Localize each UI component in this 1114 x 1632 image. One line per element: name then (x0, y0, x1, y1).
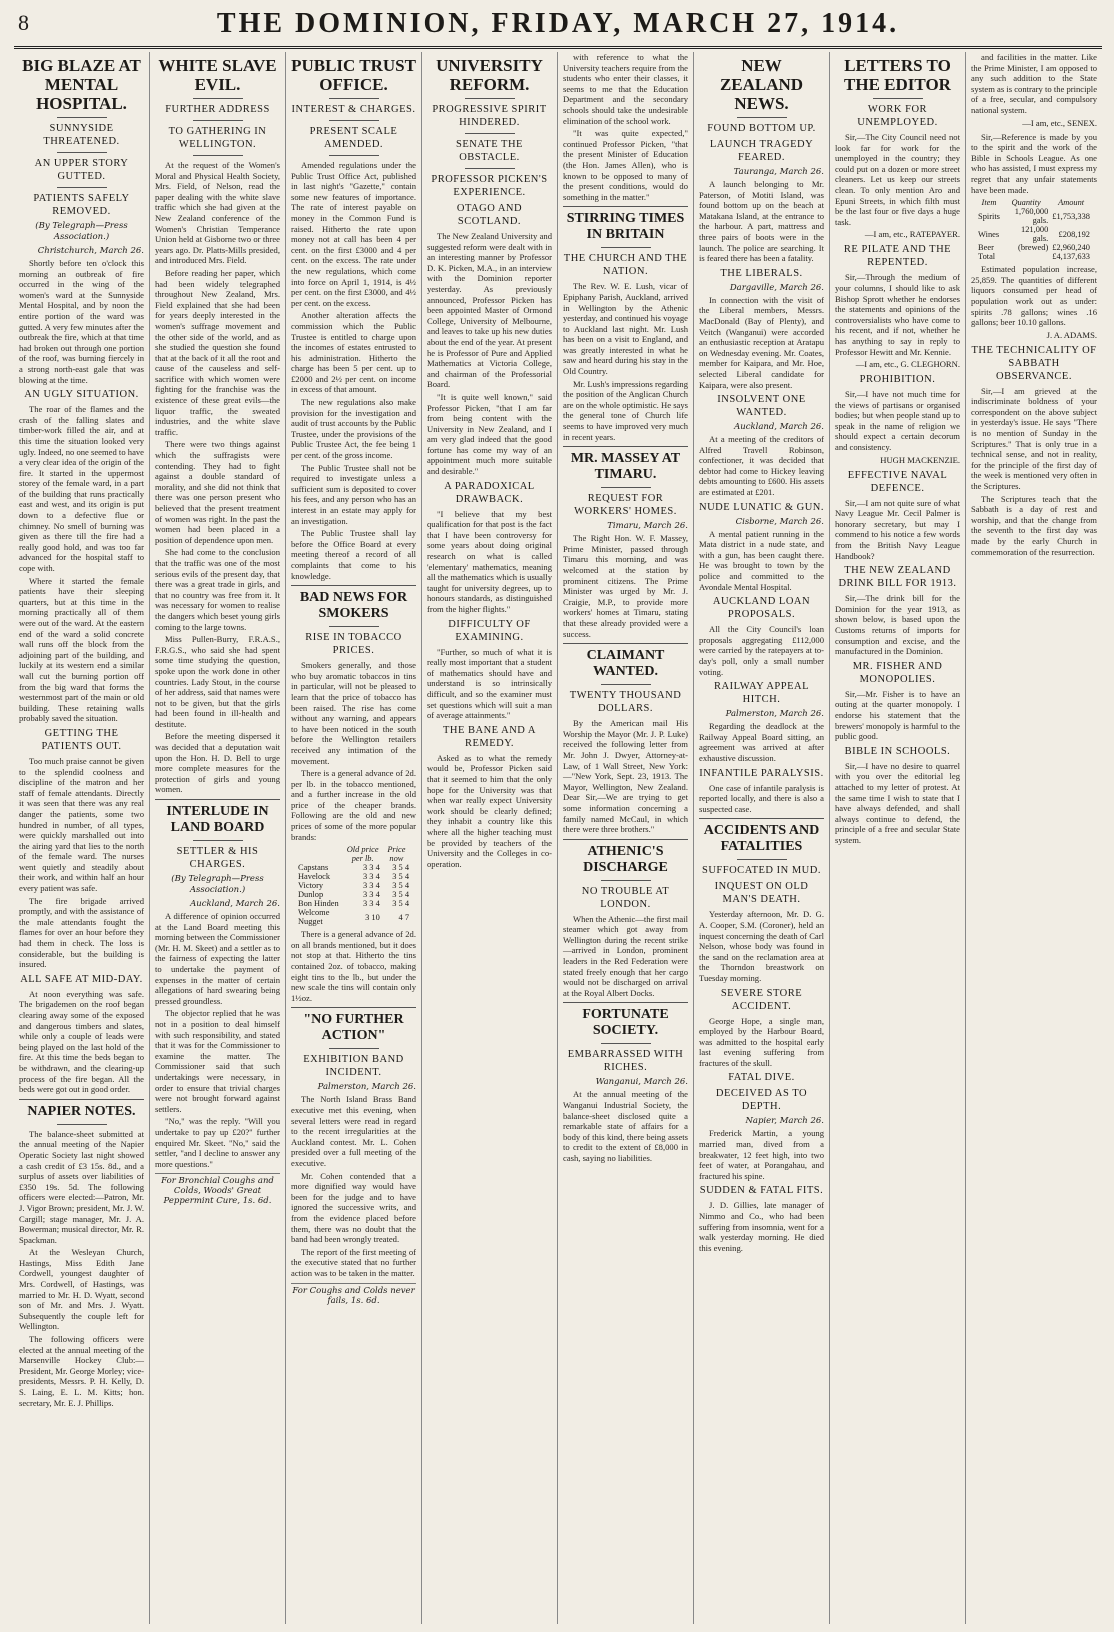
section-heading: DIFFICULTY OF EXAMINING. (448, 618, 531, 643)
subhead: AN UPPER STORY GUTTED. (34, 158, 129, 182)
article-paragraph: Before the meeting dispersed it was decided that a deputation wait upon the Hon. H. D. Bell to urge more complete measures for the protection of girls and young women. (155, 731, 280, 795)
letter-signature: J. A. ADAMS. (1046, 329, 1097, 340)
dateline: Auckland, March 26. (190, 899, 280, 910)
section-heading: INSOLVENT ONE WANTED. (717, 394, 806, 419)
headline-white-slave: WHITE SLAVE EVIL. (158, 56, 277, 94)
dateline: Napier, March 26. (745, 1116, 824, 1127)
section-heading: RAILWAY APPEAL HITCH. (714, 681, 809, 706)
table-header-row: Old price per lb. Price now (346, 845, 406, 864)
article-paragraph: The following officers were elected at the annual meeting of the Marsenville Hockey Club:—President, Mr. George Morley; vice-presidents, Messrs. P. H. Kelly, D. S. Laing, E. L. M. Kitts; hon. secretary, Mr. E. J. Phillips. (19, 1334, 144, 1408)
article-paragraph: The new regulations also make provision for the investigation and audit of trust accounts by the Public Trustee, under the provisions of the Public Trustee Act, the fee being 1 per cent. of the gross income. (291, 397, 416, 461)
article-paragraph: At the Wesleyan Church, Hastings, Miss Edith Jane Cordwell, youngest daughter of Mrs. Cordwell, of Hastings, was married to Mr. H. D. Wyatt, second son of Mr. and Mrs. J. Wyatt. Subsequently the couple left for Wellington. (19, 1247, 144, 1332)
subhead: EFFECTIVE NAVAL DEFENCE. (847, 469, 948, 494)
article-paragraph: At noon everything was safe. The brigademen on the roof began clearing away some of the exposed and dangerous timbers and slates, while only a couple of leads were being played on the last hold of the fire. At this time the beds began to be withdrawn, and the clearing-up process of the fire began. All the beds were got out in good order. (19, 988, 144, 1095)
letter-paragraph: The Scriptures teach that the Sabbath is a day of rest and worship, and that the change from the seventh to the first day was made by the early Church in commemoration of the resurrection. (971, 493, 1097, 557)
headline-land-board: INTERLUDE IN LAND BOARD (166, 804, 269, 836)
letter-signature: —I am, etc., SENEX. (1022, 117, 1097, 128)
article-paragraph: Before reading her paper, which had been widely telegraphed throughout New Zealand, Mrs. Field explained that she had been for years deeply interested in the women's suffrage movement and the other side of the world, and as she studied the question she found that at the back of it all the root and cause of the causeless and self-sacrifice with which women were fighting for the franchise was the existence of these great evils—the liquor traffic, the sweated industries, and the white slave traffic. (155, 267, 280, 437)
headline-accidents: ACCIDENTS AND FATALITIES (703, 823, 820, 855)
table-row: Total £4,137,633 (978, 252, 1090, 262)
article-paragraph: At the annual meeting of the Wanganui Industrial Society, the balance-sheet disclosed quite a remarkable state of affairs for a body of this kind, there being assets to credit to the extent of £8,000 in cash, saying no liabilities. (563, 1089, 688, 1163)
article-paragraph: The report of the first meeting of the executive stated that no further action was to be taken in the matter. (291, 1246, 416, 1278)
article-paragraph: The balance-sheet submitted at the annual meeting of the Napier Operatic Society last night showed a cash credit of £3 15s. 8d., and a surplus of assets over liabilities of £350 19s. 5d. The following officers were elected:—Patron, Mr. J. Vigor Brown; president, Mr. J. W. Cargill; stage manager, Mr. J. A. Bowerman; musical director, Mr. R. Spackman. (19, 1128, 144, 1245)
letter-paragraph: Sir,—The drink bill for the Dominion for the year 1913, as shown below, is based upon the Customs returns of imports for consumption and excise, and the manufactured in the Dominion. (835, 593, 960, 657)
dateline: Wanganui, March 26. (595, 1077, 688, 1088)
subhead: PROGRESSIVE SPIRIT HINDERED. (432, 104, 547, 128)
section-heading: AUCKLAND LOAN PROPOSALS. (712, 596, 811, 621)
dateline: Dargaville, March 26. (729, 282, 824, 293)
headline-napier-notes: NAPIER NOTES. (27, 1103, 136, 1119)
subhead: RISE IN TOBACCO PRICES. (305, 632, 402, 657)
letter-paragraph: Sir,—Through the medium of your columns, I should like to ask Bishop Sprott whether he endorses the statements and opinions of the controversialists who have come to his recent, and if not, whether he has anything to say in reply to Professor Hewitt and Mr. Kennie. (835, 272, 960, 357)
article-paragraph: The roar of the flames and the crash of the falling slates and timber-work filled the air, and at this time the situation looked very ugly. Indeed, no one seemed to have a very clear idea of the origin of the fire. It started in the uppermost storey of the female ward, in a part of the building that runs practically east and west, and its origin is put down to a defective flue or chimney. No smell of burning was given as there till the fire had a really good hold, and was too far advanced for the hospital staff to cope with. (19, 404, 144, 574)
article-paragraph: A difference of opinion occurred at the Land Board meeting this morning between the Commissioner (Mr. H. M. Skeet) and a settler as to the fairness of expecting the latter to undertake the payment of expenses in the matter of certain allegations of hard swearing being pressed groundless. (155, 911, 280, 1006)
article-paragraph: The Rev. W. E. Lush, vicar of Epiphany Parish, Auckland, arrived in Wellington by the Athenic yesterday, and continued his voyage to Auckland last night. Mr. Lush has been on a visit to England, and was greatly interested in what he saw and heard during his stay in the Old Country. (563, 281, 688, 377)
article-paragraph: "Further, so much of what it is really most important that a student of mathematics should have and understand is so intrinsically difficult, and so the examiner must set questions which will suit a man of average attainments." (427, 646, 552, 721)
table-row: Welcome Nugget 3 10 4 7 (298, 908, 409, 927)
letter-paragraph: Sir,—Reference is made by you to the spirit and the work of the Bible in Schools League. As one who has assisted, I must express my regret that any unfair statements have been made. (971, 131, 1097, 195)
column-6 (694, 52, 830, 1624)
article-paragraph: The Public Trustee shall not be required to investigate unless a sufficient sum is deposited to cover his fees, and any person who has an interest in an estate may apply for an investigation. (291, 462, 416, 526)
article-paragraph: There is a general advance of 2d. on all brands mentioned, but it does not stop at that. Hitherto the tins contained 2oz. of tobacco, making eight tins to the lb., but under the new scale the tins will contain only 1½oz. (291, 929, 416, 1003)
table-row: Havelock 3 3 4 3 5 4 (298, 872, 409, 882)
section-heading: NUDE LUNATIC & GUN. (699, 501, 824, 513)
article-paragraph: Another alteration affects the commission which the Public Trustee is entitled to charge upon the incomes of estates entrusted to his administration. Hitherto the charge has been 5 per cent. up to £2000 and 2½ per cent. on income in excess of that amount. (291, 310, 416, 395)
dateline: Timaru, March 26. (607, 521, 688, 532)
table-row: Victory 3 3 4 3 5 4 (298, 881, 409, 891)
article-paragraph: One case of infantile paralysis is reported locally, and there is also a suspected case. (699, 782, 824, 814)
subhead: INQUEST ON OLD MAN'S DEATH. (714, 881, 809, 906)
masthead (14, 6, 1102, 49)
article-paragraph: There is a general advance of 2d. per lb. in the tobacco mentioned, and a further increase in the old price of the cheaper brands. Following are the old and new prices of some of the more popular brands: (291, 768, 416, 842)
section-heading: FATAL DIVE. (728, 1072, 795, 1084)
page-number: 8 (18, 10, 29, 35)
section-heading: AN UGLY SITUATION. (24, 389, 139, 401)
headline-big-blaze: BIG BLAZE AT MENTAL HOSPITAL. (22, 56, 141, 113)
subhead: TWENTY THOUSAND DOLLARS. (569, 690, 682, 715)
subhead: NO TROUBLE AT LONDON. (581, 885, 670, 910)
letter-paragraph: Sir,—Mr. Fisher is to have an outing at the quarter monopoly. I endorse his statement that the brewers' monopoly is harmful to the public good. (835, 688, 960, 742)
subhead: WORK FOR UNEMPLOYED. (857, 104, 938, 128)
advertisement: For Bronchial Coughs and Colds, Woods' Great Peppermint Cure, 1s. 6d. (155, 1173, 280, 1206)
headline-massey-timaru: MR. MASSEY AT TIMARU. (570, 451, 681, 483)
section-heading: SUDDEN & FATAL FITS. (699, 1185, 824, 1197)
column-7 (830, 52, 966, 1624)
column-2 (150, 52, 286, 1624)
article-paragraph: Miss Pullen-Burry, F.R.A.S., F.R.G.S., who said she had spent some time studying the question, spoke upon the work done in other countries. Lady Stout, in the course of her address, said that names were not to be given, but that the girls had been found in ill-health and destitute. (155, 634, 280, 729)
letter-paragraph: Estimated population increase, 25,859. The quantities of different liquors consumed per head of population work out as under: spirits .78 gallons; wines .16 gallons; beer 10.10 gallons. (971, 264, 1097, 328)
article-paragraph: "No," was the reply. "Will you undertake to pay up £20?" further enquired Mr. Skeet. "No," said the settler, "and I decline to answer any more questions." (155, 1116, 280, 1169)
column-3 (286, 52, 422, 1624)
article-paragraph: When the Athenic—the first mail steamer which got away from Wellington during the recent strike—arrived in London, prominent leaders in the Red Federation were stated freely enough that her cargo would not be discharged on arrival at the Royal Albert Docks. (563, 913, 688, 998)
letter-paragraph: Sir,—I have no desire to quarrel with you over the editorial leg attached to my letter of protest. At the same time I wish to state that I have always defended, and shall always continue to defend, the principle of a free and secular State system. (835, 760, 960, 845)
letter-paragraph: Sir,—I am not quite sure of what Navy League Mr. Cecil Palmer is honorary secretary, but may I commend to his notice a few words from the British Navy League Handbook? (835, 497, 960, 561)
letter-signature: —I am, etc., RATEPAYER. (864, 229, 960, 240)
subhead: EXHIBITION BAND INCIDENT. (303, 1054, 404, 1079)
article-paragraph: Too much praise cannot be given to the splendid coolness and discipline of the matron and her staff of female attendants. Directly it was seen that there was any real danger the patients, some two hundred in number, of all types, were quickly marshalled out into the airing yard that lies to the north of the female ward. The nurses went quietly and steadily about their work, and within half an hour every patient was safe. (19, 755, 144, 894)
subhead: PROHIBITION. (859, 374, 936, 386)
page-columns (14, 52, 1102, 1624)
subhead: SENATE THE OBSTACLE. (456, 139, 523, 163)
column-1 (14, 52, 150, 1624)
headline-no-further-action: "NO FURTHER ACTION" (303, 1012, 404, 1044)
article-paragraph: Amended regulations under the Public Trust Office Act, published in last night's "Gazette," contain some new features of importance. The rate of interest payable on money in the Common Fund is raised. Hitherto the rate upon money not at call has been 4 per cent. on the first £3000 and 4 per cent. on the excess. The rate under the new regulations, which come into force on April 1, 1914, is 4½ per cent. on the first £3000, and 4½ per cent. on the excess. (291, 160, 416, 308)
letter-signature: HUGH MACKENZIE. (880, 454, 960, 465)
article-paragraph: J. D. Gillies, late manager of Nimmo and Co., who had been suffering from insomnia, went for a walk yesterday morning. He died this evening. (699, 1200, 824, 1253)
headline-public-trust: PUBLIC TRUST OFFICE. (291, 56, 416, 94)
table-row: Dunlop 3 3 4 3 5 4 (298, 890, 409, 900)
headline-letters: LETTERS TO THE EDITOR (844, 56, 951, 94)
subhead: TO GATHERING IN WELLINGTON. (168, 126, 267, 150)
subhead: EMBARRASSED WITH RICHES. (567, 1049, 684, 1074)
subhead: THE NEW ZEALAND DRINK BILL FOR 1913. (838, 565, 957, 590)
dateline: Christchurch, March 26. (37, 246, 144, 256)
article-paragraph: The North Island Brass Band executive met this evening, when several letters were read in regard to the recent irregularities at the Auckland contest. Mr. L. Cohen presided over a full meeting of the executive. (291, 1094, 416, 1168)
section-heading: INFANTILE PARALYSIS. (699, 767, 824, 779)
article-paragraph: The New Zealand University and suggested reform were dealt with in an interesting manner by Professor D. K. Picken, M.A., in an interview with the Dominion reporter yesterday. As previously announced, Professor Picken has been appointed Master of Ormond College, University of Melbourne, and leaves to take up his new duties about the end of the year. At present he is Professor of Pure and Applied Mathematics at Victoria College, and chairman of the Professorial Board. (427, 231, 552, 390)
article-paragraph: The objector replied that he was not in a position to deal himself with such responsibility, and stated that it was for the Commissioner to examine the matter. The Commissioner said that such undertakings were necessary, in order to ensure that trivial charges were not brought forward against settlers. (155, 1008, 280, 1114)
subhead: REQUEST FOR WORKERS' HOMES. (574, 493, 677, 518)
newspaper-title: THE DOMINION, FRIDAY, MARCH 27, 1914. (216, 8, 900, 39)
byline: (By Telegraph—Press Association.) (35, 221, 128, 242)
article-paragraph: Mr. Cohen contended that a more dignified way would have been for the judge and to have ignored the successive writs, and from the evidence placed before them, there was no doubt that the band had been wrongly treated. (291, 1170, 416, 1245)
advertisement: For Coughs and Colds never fails, 1s. 6d. (291, 1283, 416, 1306)
article-paragraph: Shortly before ten o'clock this morning an outbreak of fire occurred in the wing of the women's ward at the Sunnyside Mental Hospital, and by noon the entire portion of the ward was gutted. A very few minutes after the outbreak the fire, which at that time had broken out through one portion of the roof, was burning fiercely in a strong north-east gale that was blowing at the time. (19, 258, 144, 385)
subhead: LAUNCH TRAGEDY FEARED. (709, 139, 814, 163)
headline-university-reform: UNIVERSITY REFORM. (436, 56, 543, 94)
subhead: PRESENT SCALE AMENDED. (309, 126, 398, 150)
subhead: RE PILATE AND THE REPENTED. (843, 244, 952, 269)
subhead: FOUND BOTTOM UP. (707, 123, 816, 134)
subhead: INTEREST & CHARGES. (291, 104, 416, 115)
section-heading: A PARADOXICAL DRAWBACK. (444, 480, 535, 505)
article-paragraph: "It is quite well known," said Professor Picken, "that I am far from being content with the University in New Zealand, and I am very glad indeed that the good fortune has come my way of an appointment much more suitable and desirable." (427, 391, 552, 477)
dateline: Palmerston, March 26. (317, 1082, 416, 1093)
subhead: MR. FISHER AND MONOPOLIES. (852, 660, 943, 685)
subhead: PATIENTS SAFELY REMOVED. (33, 193, 130, 217)
article-paragraph: Smokers generally, and those who buy aromatic tobaccos in tins in particular, will not be pleased to learn that the price of tobacco has been raised. The rise has come without any warning, and appears to have been noticed in the south before the Wellington retailers received any intimation of the movement. (291, 660, 416, 766)
article-paragraph: A mental patient running in the Mata district in a nude state, and with a gun, has been caught there. He was brought to town by the police and committed to the Avondale Mental Hospital. (699, 528, 824, 592)
column-8 (966, 52, 1102, 1624)
article-paragraph: Where it started the female patients have their sleeping quarters, but at this time in the morning practically all of them were out of the ward. At the eastern end of the ward a solid concrete wall runs off the block from the adjoining part of the building, and luckily at its western end a similar wall cut the burning portion off from the big ward that forms the westernmost part of the main or old building. These retaining walls probably saved the situation. (19, 575, 144, 724)
subhead: DECEIVED AS TO DEPTH. (715, 1088, 808, 1113)
table-header-row: Item Quantity Amount (981, 198, 1085, 208)
subhead: PROFESSOR PICKEN'S EXPERIENCE. (431, 174, 548, 198)
table-row: Bon Hinden 3 3 4 3 5 4 (298, 899, 409, 909)
letter-paragraph: and facilities in the matter. Like the Prime Minister, I am opposed to any such addition to the State system as is contrary to the principle of a free, secular, and compulsory national system. (971, 52, 1098, 115)
article-paragraph: Mr. Lush's impressions regarding the position of the Anglican Church are on the whole optimistic. He says the general tone of Church life seems to have improved very much in recent years. (563, 378, 688, 442)
article-paragraph: Frederick Martin, a young married man, dived from a breakwater, 12 feet high, into two feet of water, at Porangahau, and fractured his spine. (699, 1128, 824, 1181)
article-paragraph: She had come to the conclusion that the traffic was one of the most serious evils of the present day, that there was a great trade in girls, and that no country was free from it. It was necessary for women to realise the dangers which beset young girls coming to the large towns. (155, 547, 280, 632)
article-paragraph: George Hope, a single man, employed by the Harbour Board, was admitted to the hospital early last evening suffering from fractures of the skull. (699, 1015, 824, 1068)
headline-nz-news: NEW ZEALAND NEWS. (719, 56, 804, 113)
article-paragraph: All the City Council's loan proposals aggregating £112,000 were carried by the ratepayers at to-day's poll, only a small number voting. (699, 624, 824, 677)
article-paragraph: The Public Trustee shall lay before the Office Board at every meeting thereof a record of all complaints that come to his knowledge. (291, 528, 416, 581)
article-paragraph: Regarding the deadlock at the Railway Appeal Board sitting, an agreement was arrived at after exhaustive discussion. (699, 721, 824, 763)
subhead: SETTLER & HIS CHARGES. (176, 846, 259, 871)
article-paragraph: A launch belonging to Mr. Paterson, of Motiti Island, was found bottom up on the beach at Matakana Island, at the entrance to the harbour. A part, mattress and three pairs of boots were in the launch. The police are searching. It is feared there has been a fatality. (699, 179, 824, 264)
subhead: BIBLE IN SCHOOLS. (844, 745, 951, 757)
tobacco-price-table (296, 845, 411, 926)
article-paragraph: with reference to what the University teachers require from the students who enter their classes, it seems to me that the Education Department and the secondary schools should take the undesirable elimination of the school work. (563, 52, 688, 126)
table-row: Spirits 1,760,000 gals. £1,753,338 (978, 207, 1090, 226)
article-paragraph: "It was quite expected," continued Professor Picken, "that the present Minister of Education (the Hon. James Allen), who is known to be opposed to many of the present conditions, would do something in the matter." (563, 128, 688, 202)
table-row: Capstans 3 3 4 3 5 4 (298, 863, 409, 873)
column-4 (422, 52, 558, 1624)
article-paragraph: "I believe that my best qualification for that post is the fact that I have been controversy for some years about doing original research on what is called 'elementary' mathematics, meaning all the mathematics which is usually taught for university degrees, up to honours standards, as distinguished from the higher flights." (427, 508, 552, 614)
headline-stirring-times: STIRRING TIMES IN BRITAIN (566, 211, 685, 243)
subhead: THE CHURCH AND THE NATION. (563, 253, 688, 278)
article-paragraph: There were two things against which the suffragists were contending. They had to fight against a double standard of morality, and she did not think that there was one person present who believed that the present treatment of women was right. In the past the women had been placed in a position of dependence upon men. (155, 439, 280, 545)
section-heading: THE LIBERALS. (720, 267, 803, 279)
drink-bill-table (976, 198, 1092, 261)
subhead: SUNNYSIDE THREATENED. (43, 123, 120, 147)
headline-claimant-wanted: CLAIMANT WANTED. (586, 648, 665, 680)
article-paragraph: In connection with the visit of the Liberal members, Messrs. MacDonald (Bay of Plenty), and Veitch (Wanganui) were accorded an enthusiastic reception at Aratapu on Wednesday evening. Mr. Coates, member for Kaipara, and Mr. Hoe, selected Liberal candidate for Kaipara, were also present. (699, 294, 824, 390)
dateline: Cisborne, March 26. (735, 516, 824, 527)
article-paragraph: By the American mail His Worship the Mayor (Mr. J. P. Luke) received the following letter from Mr. John J. Dwyer, Attorney-at-Law, of 1 Wall Street, New York:—"New York, Sept. 23, 1913. The Mayor, Wellington, New Zealand. Dear Sir,—We are trying to get some information concerning a family named McCaul, in which there were three brothers." (563, 718, 688, 835)
article-paragraph: Yesterday afternoon, Mr. D. G. A. Cooper, S.M. (Coroner), held an inquest concerning the death of Carl Nelson, whose body was found in the sand on the reclamation area at the Thorndon breastwork on Tuesday morning. (699, 909, 824, 983)
subhead: SUFFOCATED IN MUD. (702, 865, 821, 877)
dateline: Auckland, March 26. (734, 422, 824, 433)
subhead: THE TECHNICALITY OF SABBATH OBSERVANCE. (971, 344, 1097, 382)
column-5 (558, 52, 694, 1624)
letter-paragraph: Sir,—I am grieved at the indiscriminate boldness of your correspondent on the above subject in yesterday's issue. He says "There is no mention of Sunday in the Scriptures." That is only true in a technical sense, and not in reality, for the principle of the first day of the week is mentioned very often in the Scriptures. (971, 385, 1097, 492)
letter-paragraph: Sir,—The City Council need not look far for work for the unemployed in the country; they could put on a dozen or more street cleaners. Let us keep our streets clean. To only mention Aro and Epuni Streets, in which filth must be the last four or five days a huge task. (835, 132, 960, 227)
section-heading: GETTING THE PATIENTS OUT. (41, 727, 122, 752)
letter-signature: —I am, etc., G. CLEGHORN. (855, 359, 960, 370)
table-row: Beer (brewed) £2,960,240 (978, 243, 1090, 253)
dateline: Palmerston, March 26. (725, 709, 824, 720)
table-row: Wines 121,000 gals. £208,192 (978, 225, 1090, 244)
headline-fortunate-society: FORTUNATE SOCIETY. (582, 1007, 669, 1039)
article-paragraph: The Right Hon. W. F. Massey, Prime Minister, passed through Timaru this morning, and was welcomed at the station by prominent citizens. The Prime Minister was urged by Mr. J. Craigie, M.P., to provide more workers' homes at Timaru, stating that these already provided were a success. (563, 533, 688, 639)
byline: (By Telegraph—Press Association.) (171, 874, 264, 896)
article-paragraph: At a meeting of the creditors of Alfred Travell Robinson, confectioner, it was decided that debtor had come to Hickey leaving debts amounting to £600. His assets are estimated at £201. (699, 434, 824, 498)
article-paragraph: Asked as to what the remedy would be, Professor Picken said that it seemed to him that the only hope for the University was that when war really expect University work should be clearly defined; they inhabit a country like this where all the higher teaching must be provided by teachers of the University and the Colleges in co-operation. (427, 752, 552, 869)
subhead: FURTHER ADDRESS (165, 104, 270, 115)
dateline: Tauranga, March 26. (733, 167, 824, 177)
article-paragraph: At the request of the Women's Moral and Physical Health Society, Mrs. Field, of Nelson, read the paper dealing with the white slave traffic which she had given at the New Zealand conference of the Women's Christian Temperance Union held at Gisborne two or three years ago. Dr. Platts-Mills presided, and introduced Mrs. Field. (155, 160, 280, 266)
headline-athenic: ATHENIC'S DISCHARGE (583, 843, 668, 875)
headline-smokers: BAD NEWS FOR SMOKERS (299, 590, 408, 622)
section-heading: THE BANE AND A REMEDY. (442, 724, 537, 749)
article-paragraph: The fire brigade arrived promptly, and with the assistance of the male attendants fought the flames for over an hour before they had them in check. The loss is considerable, but the building is insured. (19, 895, 144, 970)
section-heading: OTAGO AND SCOTLAND. (456, 203, 523, 227)
letter-paragraph: Sir,—I have not much time for the views of partisans or organised bodies; but when people stand up to speak in the name of religion we should expect a certain decorum and consistency. (835, 389, 960, 453)
section-heading: SEVERE STORE ACCIDENT. (720, 987, 803, 1012)
section-heading: ALL SAFE AT MID-DAY. (20, 973, 143, 985)
